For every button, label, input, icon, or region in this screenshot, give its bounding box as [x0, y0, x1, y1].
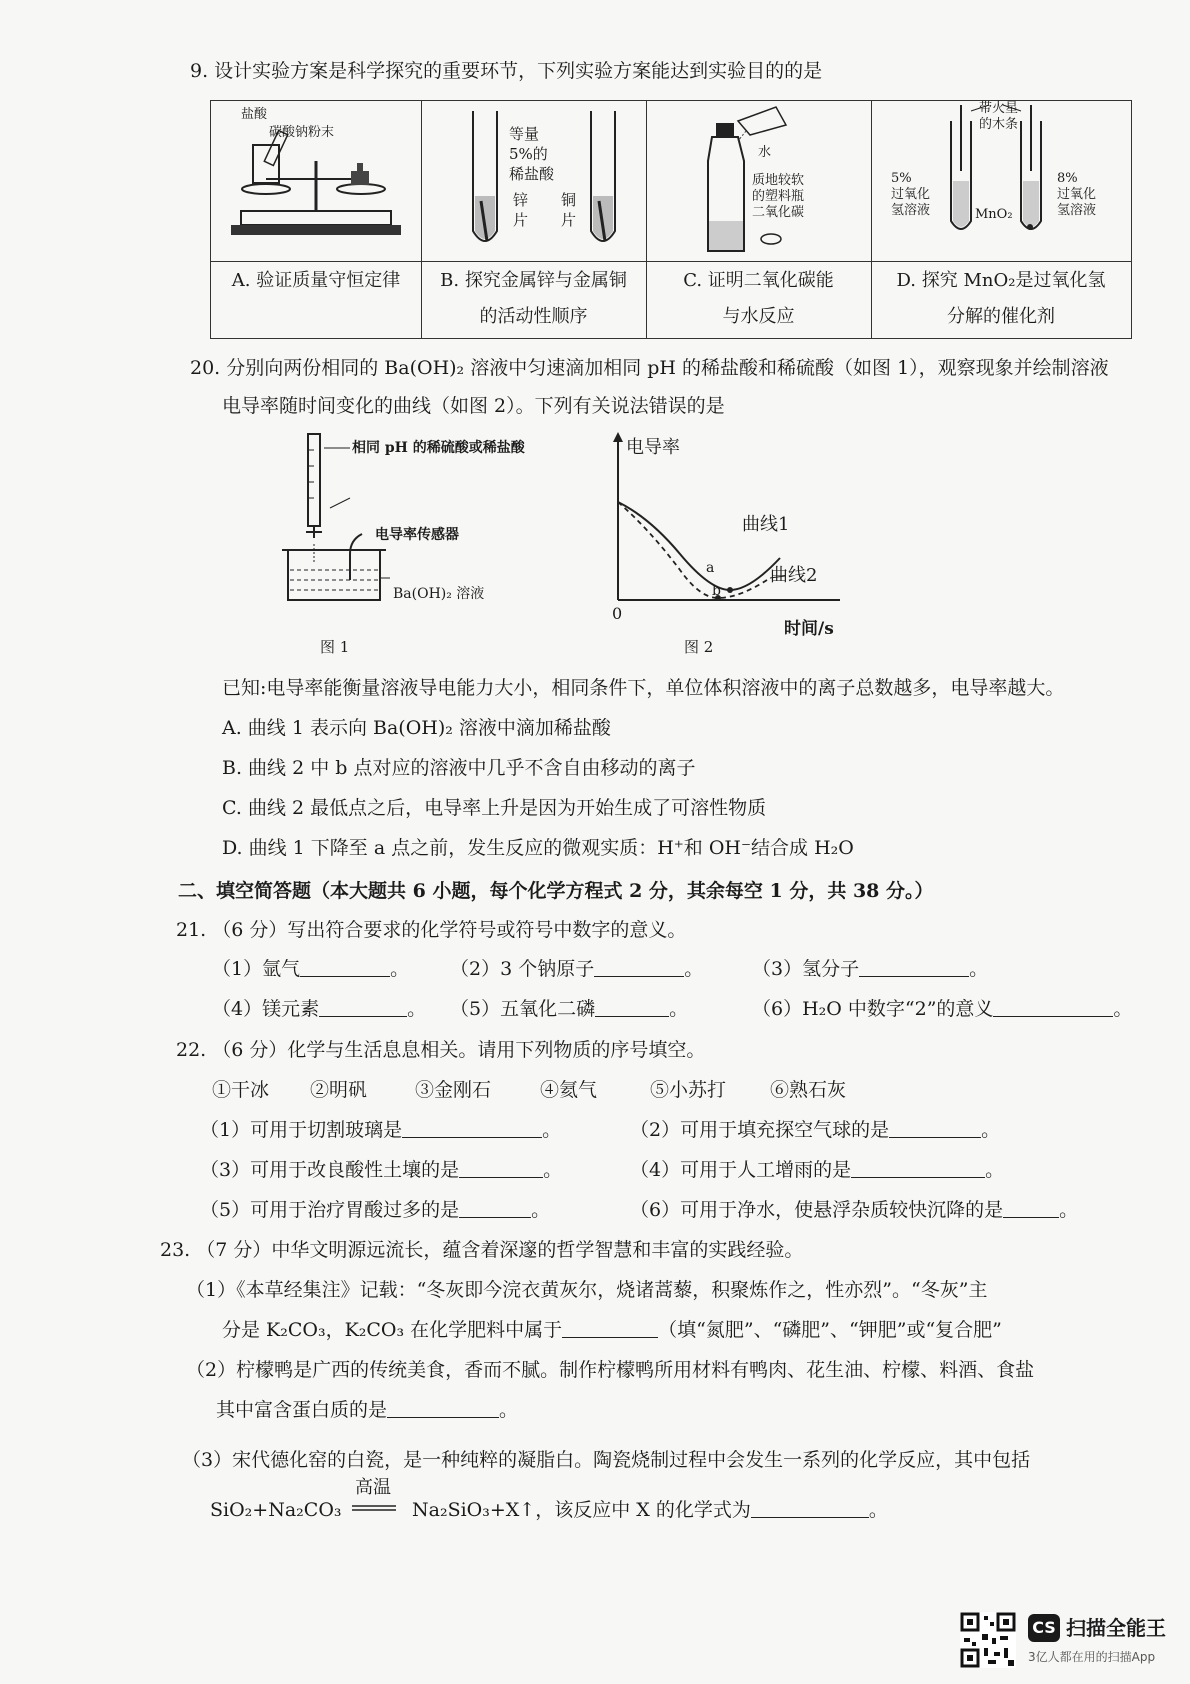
- label-8pct: 8%: [1057, 171, 1078, 186]
- label-dilute-hcl: 稀盐酸: [509, 165, 555, 183]
- q23-equation-left: SiO₂+Na₂CO₃: [210, 1499, 342, 1521]
- label-sodium-carbonate: 碳酸钠粉末: [269, 125, 335, 140]
- blank[interactable]: [402, 1119, 542, 1138]
- fig1-label-sensor: 电导率传感器: [375, 527, 459, 543]
- q19-cell-c: [646, 101, 872, 338]
- q21-item-4: （4）镁元素 。: [212, 998, 427, 1020]
- label-solution-2: 氢溶液: [1057, 203, 1097, 218]
- q19-option-a: A. 验证质量守恒定律: [231, 270, 401, 291]
- table-divider: [211, 261, 1131, 262]
- label-5pct-d: 5%: [891, 171, 912, 186]
- q23-p3-line1: （3）宋代德化窑的白瓷，是一种纯粹的凝脂白。陶瓷烧制过程中会发生一系列的化学反应，其中包括: [182, 1449, 1031, 1471]
- q19-cell-d: [871, 101, 1132, 338]
- q19-cell-a: [211, 101, 422, 338]
- blank[interactable]: [594, 958, 684, 977]
- label-peroxide-1: 过氧化: [891, 187, 931, 202]
- blank[interactable]: [751, 1499, 869, 1518]
- q21-item-3: （3）氢分子 。: [752, 958, 989, 980]
- equals-sign-icon: [352, 1504, 396, 1512]
- blank[interactable]: [387, 1399, 499, 1418]
- label-5pct: 5%的: [509, 145, 548, 163]
- q22-substance-2: ②明矾: [310, 1079, 368, 1101]
- q20-option-b: B. 曲线 2 中 b 点对应的溶液中几乎不含自由移动的离子: [222, 757, 696, 779]
- q19-option-d-line1: D. 探究 MnO₂是过氧化氢: [896, 270, 1106, 291]
- q20-stem-line1: 20. 分别向两份相同的 Ba(OH)₂ 溶液中匀速滴加相同 pH 的稀盐酸和稀硫酸（如图 1），观察现象并绘制溶液: [190, 357, 1109, 379]
- label-peroxide-2: 过氧化: [1057, 187, 1097, 202]
- label-solution-1: 氢溶液: [891, 203, 931, 218]
- q22-item-2: （2）可用于填充探空气球的是 。: [630, 1119, 1001, 1141]
- q19-option-d-line2: 分解的催化剂: [947, 306, 1055, 327]
- label-mno2: MnO₂: [975, 207, 1013, 222]
- q20-option-d: D. 曲线 1 下降至 a 点之前，发生反应的微观实质：H⁺和 OH⁻结合成 H₂O: [222, 837, 854, 859]
- fig1-caption: 图 1: [320, 638, 350, 656]
- q22-substance-1: ①干冰: [212, 1079, 270, 1101]
- fig2-point-a-label: a: [706, 560, 715, 576]
- q22-substance-4: ④氦气: [540, 1079, 598, 1101]
- fig2-point-a: [727, 587, 733, 593]
- q23-stem: 23. （7 分）中华文明源远流长，蕴含着深邃的哲学智慧和丰富的实践经验。: [160, 1239, 804, 1261]
- label-water: 水: [758, 145, 772, 160]
- q19-stem: 9. 设计实验方案是科学探究的重要环节，下列实验方案能达到实验目的的是: [190, 60, 823, 82]
- q19-option-b-line1: B. 探究金属锌与金属铜: [440, 270, 627, 291]
- q22-item-4: （4）可用于人工增雨的是 。: [630, 1159, 1005, 1181]
- q23-p2-line2: 其中富含蛋白质的是 。: [216, 1399, 519, 1421]
- label-splint: 的木条: [979, 117, 1019, 132]
- blank[interactable]: [562, 1319, 658, 1338]
- q22-item-3: （3）可用于改良酸性土壤的是 。: [200, 1159, 563, 1181]
- q22-substance-6: ⑥熟石灰: [770, 1079, 847, 1101]
- figure-2: [600, 430, 860, 623]
- q19-option-c-line2: 与水反应: [722, 306, 795, 327]
- blank[interactable]: [1003, 1199, 1059, 1218]
- q20-stem-line2: 电导率随时间变化的曲线（如图 2）。下列有关说法错误的是: [222, 395, 725, 417]
- fig2-caption: 图 2: [684, 638, 714, 656]
- q22-substance-5: ⑤小苏打: [650, 1079, 727, 1101]
- q23-equation-condition: 高温: [355, 1477, 391, 1498]
- q20-known: 已知:电导率能衡量溶液导电能力大小，相同条件下，单位体积溶液中的离子总数越多，电导率越大。: [222, 677, 1065, 699]
- qr-code-icon: [960, 1612, 1016, 1668]
- label-zinc-piece: 片: [513, 211, 529, 229]
- cs-logo-badge: CS: [1028, 1614, 1060, 1642]
- label-hcl: 盐酸: [241, 107, 268, 122]
- q23-equation-right: Na₂SiO₃+X↑，该反应中 X 的化学式为 。: [412, 1499, 888, 1521]
- blank[interactable]: [859, 958, 969, 977]
- label-equal: 等量: [509, 125, 540, 143]
- label-glowing: 带火星: [979, 101, 1019, 116]
- cs-brand-name: 扫描全能王: [1066, 1616, 1166, 1640]
- blank[interactable]: [319, 998, 407, 1017]
- fig1-label-solution: Ba(OH)₂ 溶液: [393, 586, 485, 602]
- q19-option-c-line1: C. 证明二氧化碳能: [683, 270, 834, 291]
- label-soft: 质地较软: [752, 173, 805, 188]
- blank[interactable]: [595, 998, 669, 1017]
- q20-option-a: A. 曲线 1 表示向 Ba(OH)₂ 溶液中滴加稀盐酸: [222, 717, 611, 739]
- fig2-curve2-label: 曲线2: [770, 565, 818, 586]
- q22-item-6: （6）可用于净水，使悬浮杂质较快沉降的是 。: [630, 1199, 1079, 1221]
- label-copper-piece: 片: [561, 211, 577, 229]
- q23-p1-line2: 分是 K₂CO₃，K₂CO₃ 在化学肥料中属于 （填“氮肥”、“磷肥”、“钾肥”或“复合肥”: [222, 1319, 1002, 1341]
- blank[interactable]: [851, 1159, 985, 1178]
- q19-option-b-line2: 的活动性顺序: [479, 306, 588, 327]
- blank[interactable]: [889, 1119, 981, 1138]
- q19-table: [210, 100, 1132, 339]
- label-plastic-bottle: 的塑料瓶: [752, 189, 805, 204]
- label-co2: 二氧化碳: [752, 205, 805, 220]
- blank[interactable]: [300, 958, 390, 977]
- blank[interactable]: [459, 1199, 531, 1218]
- q23-p1-line1: （1）《本草经集注》记载：“冬灰即今浣衣黄灰尔，烧诸蒿藜，积聚炼作之，性亦烈”。“冬灰”主: [186, 1279, 988, 1301]
- fig2-ylabel: 电导率: [626, 437, 680, 458]
- fig2-xlabel: 时间/s: [784, 619, 834, 639]
- q21-item-5: （5）五氧化二磷 。: [450, 998, 689, 1020]
- blank[interactable]: [459, 1159, 543, 1178]
- section-2-heading: 二、填空简答题（本大题共 6 小题，每个化学方程式 2 分，其余每空 1 分，共 38 分。）: [178, 880, 934, 902]
- q21-item-2: （2）3 个钠原子 。: [450, 958, 704, 980]
- q19-cell-b: [421, 101, 647, 338]
- label-copper: 铜: [561, 191, 577, 209]
- q23-p2-line1: （2）柠檬鸭是广西的传统美食，香而不腻。制作柠檬鸭所用材料有鸭肉、花生油、柠檬、料酒、食盐: [186, 1359, 1035, 1381]
- q22-item-5: （5）可用于治疗胃酸过多的是 。: [200, 1199, 551, 1221]
- fig2-point-b-label: b: [712, 583, 721, 599]
- q22-item-1: （1）可用于切割玻璃是 。: [200, 1119, 562, 1141]
- fig1-label-acid: 相同 pH 的稀硫酸或稀盐酸: [352, 440, 525, 456]
- label-zinc: 锌: [513, 191, 529, 209]
- q22-stem: 22. （6 分）化学与生活息息相关。请用下列物质的序号填空。: [176, 1039, 706, 1061]
- q21-stem: 21. （6 分）写出符合要求的化学符号或符号中数字的意义。: [176, 919, 687, 941]
- q22-substance-3: ③金刚石: [415, 1079, 492, 1101]
- q20-option-c: C. 曲线 2 最低点之后，电导率上升是因为开始生成了可溶性物质: [222, 797, 767, 819]
- q21-item-6: （6）H₂O 中数字“2”的意义 。: [752, 998, 1133, 1020]
- q21-item-1: （1）氩气 。: [212, 958, 410, 980]
- fig2-curve1-label: 曲线1: [742, 514, 790, 535]
- fig2-origin: 0: [612, 604, 623, 623]
- cs-tagline: 3亿人都在用的扫描App: [1028, 1650, 1156, 1664]
- blank[interactable]: [993, 998, 1113, 1017]
